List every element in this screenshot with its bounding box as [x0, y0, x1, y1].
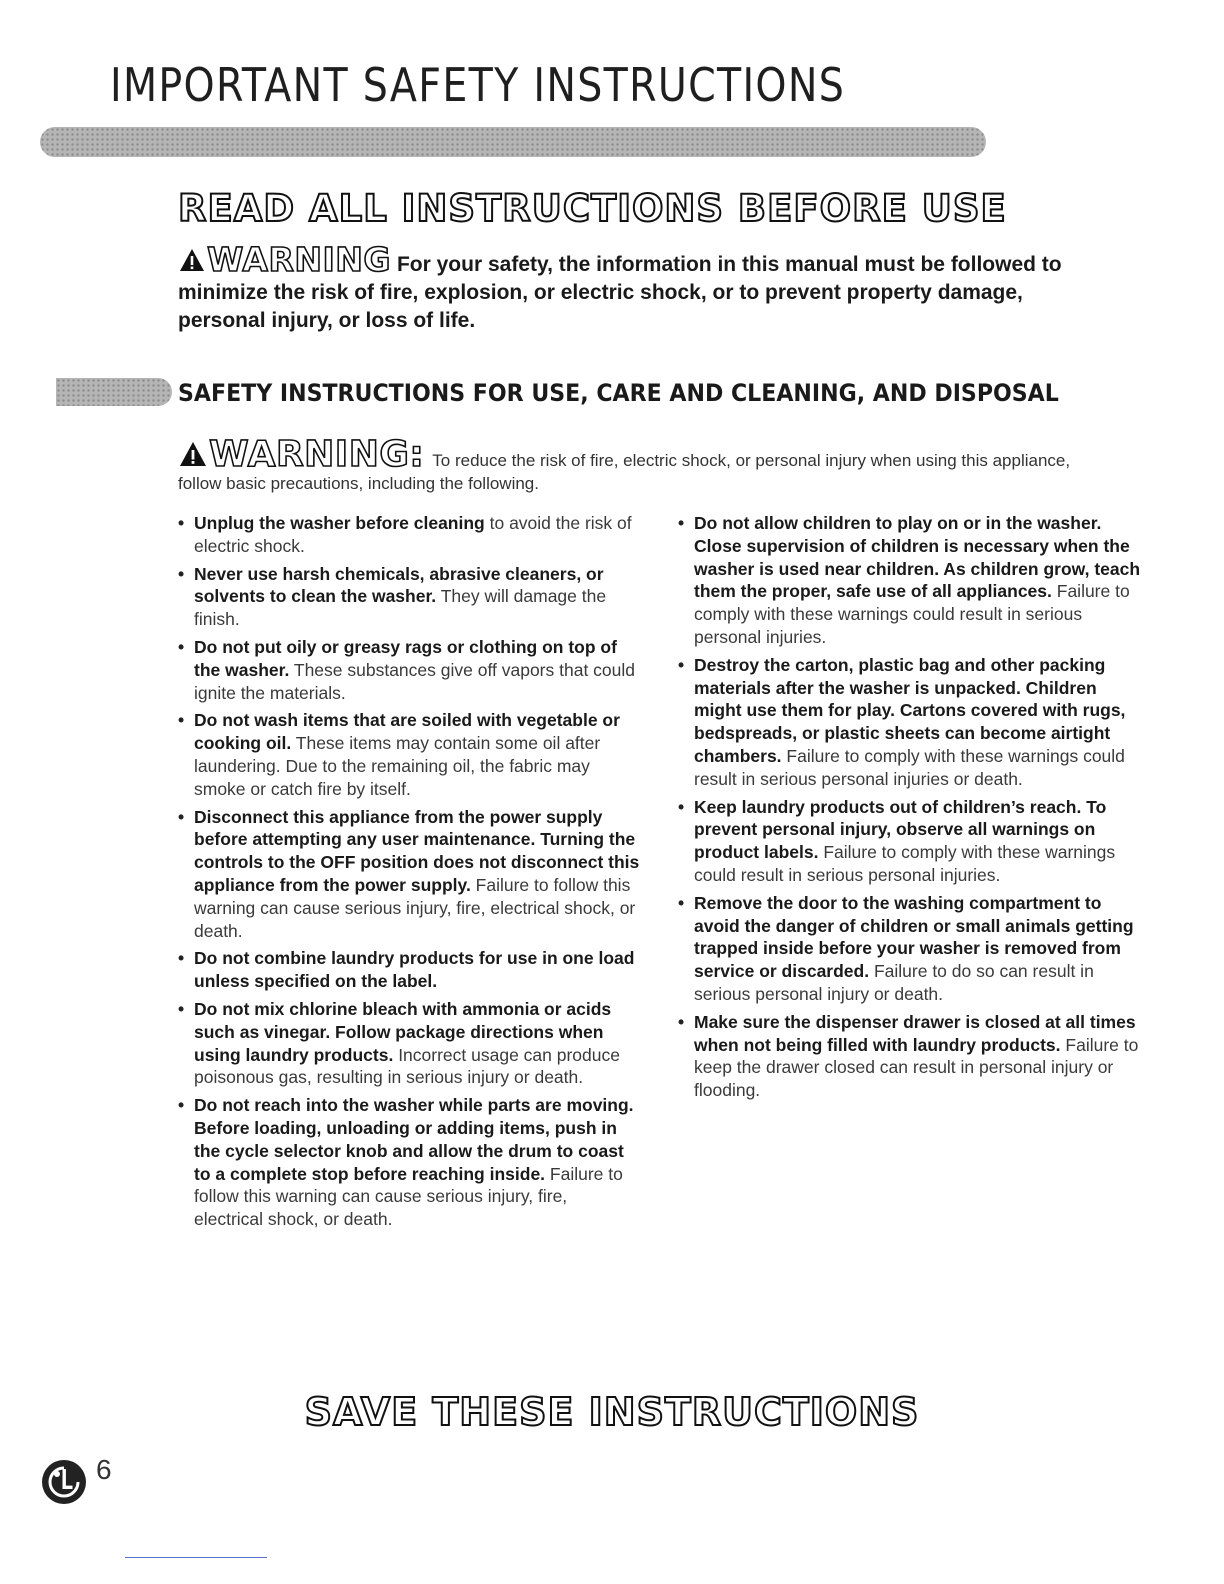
list-item: • Do not allow children to play on or in the washer. Close supervision of children is necessary when the washer is used near children. As children grow, teach them the proper, safe use of all appliances. Failure to comply with these warnings could result in serious personal injuries. [678, 512, 1148, 649]
warning-label-2: WARNING: [178, 434, 424, 475]
footer-rule [125, 1557, 267, 1558]
list-item: • Destroy the carton, plastic bag and other packing materials after the washer is unpacked. Children might use them for play. Cartons covered with rugs, bedspreads, or plastic sheets can become airtight chambers. Failure to comply with these warnings could result in serious personal injuries or death. [678, 654, 1148, 791]
warning-label: WARNING [178, 240, 391, 279]
list-item: • Remove the door to the washing compartment to avoid the danger of children or small animals getting trapped inside before your washer is removed from service or discarded. Failure to do so can result in serious personal injury or death. [678, 892, 1148, 1006]
warning-precautions [178, 434, 1108, 495]
warning-intro [178, 240, 1078, 335]
section-header [0, 376, 1224, 410]
left-instructions [178, 512, 640, 1236]
list-item: • Make sure the dispenser drawer is closed at all times when not being filled with laundry products. Failure to keep the drawer closed can result in personal injury or flooding. [678, 1011, 1148, 1102]
list-item: • Do not wash items that are soiled with vegetable or cooking oil. These items may contain some oil after laundering. Due to the remaining oil, the fabric may smoke or catch fire by itself. [178, 709, 640, 800]
list-item: • Do not combine laundry products for use in one load unless specified on the label. [178, 947, 640, 993]
list-item: • Do not put oily or greasy rags or clothing on top of the washer. These substances give off vapors that could ignite the materials. [178, 636, 640, 704]
warning-triangle-icon [178, 247, 206, 273]
warning-triangle-icon [178, 440, 208, 468]
save-instructions-heading: SAVE THESE INSTRUCTIONS [304, 1390, 920, 1434]
page-number: 6 [96, 1454, 112, 1485]
lg-logo-icon [40, 1458, 88, 1506]
list-item: • Disconnect this appliance from the power supply before attempting any user maintenance. Turning the controls to the OFF position does not disconnect this appliance from the power supply. Failure to follow this warning can cause serious injury, fire, electrical shock, or death. [178, 806, 640, 943]
section-title: SAFETY INSTRUCTIONS FOR USE, CARE AND CLEANING, AND DISPOSAL [178, 379, 1059, 407]
title-underline-bar [40, 127, 986, 157]
section-marker [56, 378, 172, 406]
list-item: • Do not mix chlorine bleach with ammonia or acids such as vinegar. Follow package directions when using laundry products. Incorrect usage can produce poisonous gas, resulting in serious injury or death. [178, 998, 640, 1089]
right-instructions [678, 512, 1148, 1107]
warning-intro-text: For your safety, the information in this manual must be followed to minimize the risk of fire, explosion, or electric shock, or to prevent property damage, personal injury, or loss of life. [178, 253, 1062, 332]
list-item: • Unplug the washer before cleaning to avoid the risk of electric shock. [178, 512, 640, 558]
list-item: • Keep laundry products out of children’s reach. To prevent personal injury, observe all warnings on product labels. Failure to comply with these warnings could result in serious personal injuries. [678, 796, 1148, 887]
list-item: • Never use harsh chemicals, abrasive cleaners, or solvents to clean the washer. They will damage the finish. [178, 563, 640, 631]
list-item: • Do not reach into the washer while parts are moving. Before loading, unloading or adding items, push in the cycle selector knob and allow the drum to coast to a complete stop before reaching inside. Failure to follow this warning can cause serious injury, fire, electrical shock, or death. [178, 1094, 640, 1231]
page-title: IMPORTANT SAFETY INSTRUCTIONS [110, 58, 846, 112]
warning-precautions-text: To reduce the risk of fire, electric shock, or personal injury when using this appliance, follow basic precautions, including the following. [178, 451, 1071, 493]
read-all-heading: READ ALL INSTRUCTIONS BEFORE USE [178, 187, 1007, 230]
